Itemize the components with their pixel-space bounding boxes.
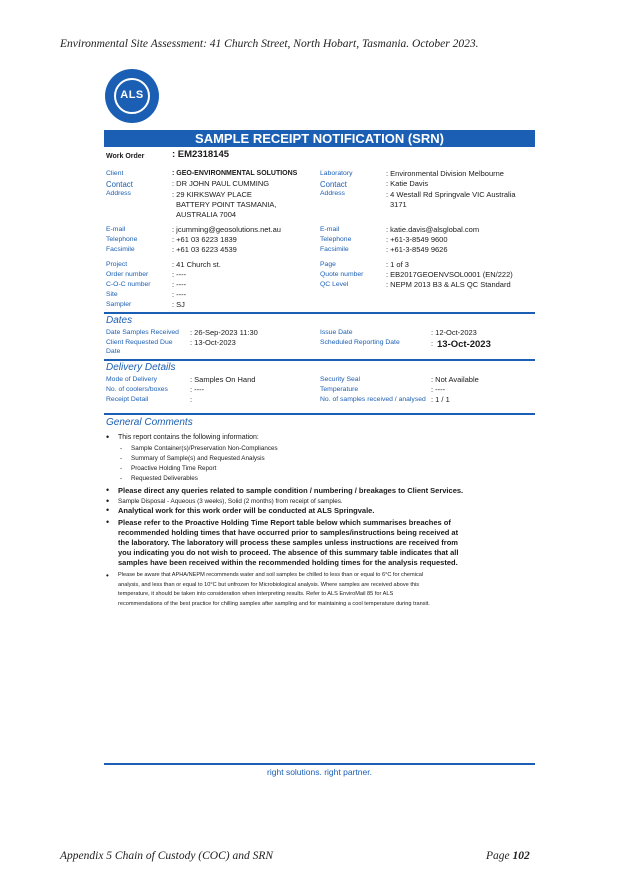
lab-label: Laboratory: [320, 170, 353, 177]
page-value: : 1 of 3: [386, 260, 409, 269]
logo-text: ALS: [120, 89, 144, 101]
temperature-note-line: recommendations of the best practice for chilling samples after sampling and for maintaining a cool temperature during transit.: [118, 600, 430, 607]
holding-time-line: recommended holding times that have occurred prior to samples/instructions being received at: [118, 528, 459, 537]
scheduled-reporting-label: Scheduled Reporting Date: [320, 339, 400, 346]
holding-time-line: samples have been received within the recommended holding times for the analysis requested.: [118, 558, 458, 567]
client-telephone-value: : +61 03 6223 1839: [172, 235, 237, 244]
divider-dates: [104, 312, 535, 314]
lab-email-label: E-mail: [320, 226, 340, 233]
dates-section-title: Dates: [106, 315, 133, 326]
footer-page-num: 102: [512, 850, 530, 862]
mode-of-delivery-value: : Samples On Hand: [190, 375, 256, 384]
bullet-icon: •: [106, 485, 110, 495]
site-value: : ----: [172, 290, 187, 299]
footer-divider: [104, 763, 535, 765]
client-label: Client: [106, 170, 124, 177]
client-address-line-2: BATTERY POINT TASMANIA,: [176, 200, 277, 209]
comment-disposal-text: Sample Disposal - Aqueous (3 weeks), Solid (2 months) from receipt of samples.: [118, 498, 343, 505]
footer-appendix-title: Appendix 5 Chain of Custody (COC) and SRN: [60, 850, 274, 862]
sub-item: Sample Container(s)/Preservation Non-Compliances: [131, 445, 278, 452]
client-value: : GEO-ENVIRONMENTAL SOLUTIONS: [172, 170, 298, 177]
page-label: Page: [320, 261, 336, 268]
receipt-detail-label: Receipt Detail: [106, 396, 149, 403]
work-order-value: : EM2318145: [172, 149, 230, 160]
qc-level-label: QC Level: [320, 281, 349, 288]
sampler-label: Sampler: [106, 301, 132, 308]
sub-item-dash: -: [120, 465, 123, 472]
comments-section-title: General Comments: [106, 417, 193, 428]
bullet-icon: •: [106, 517, 110, 527]
temperature-value: : ----: [431, 385, 446, 394]
sub-item: Requested Deliverables: [131, 475, 198, 482]
lab-address-label: Address: [320, 190, 345, 197]
als-tagline: right solutions. right partner.: [267, 767, 372, 777]
bullet-icon: •: [106, 571, 109, 580]
client-telephone-label: Telephone: [106, 236, 138, 243]
date-received-value: : 26-Sep-2023 11:30: [190, 328, 258, 337]
lab-contact-value: : Katie Davis: [386, 179, 429, 188]
client-email-value: : jcumming@geosolutions.net.au: [172, 225, 281, 234]
document-title: SAMPLE RECEIPT NOTIFICATION (SRN): [104, 130, 535, 147]
client-contact-label: Contact: [106, 180, 133, 189]
quote-number-value: : EB2017GEOENVSOL0001 (EN/222): [386, 270, 513, 279]
scheduled-reporting-value: 13-Oct-2023: [437, 339, 491, 350]
lab-value: : Environmental Division Melbourne: [386, 169, 504, 178]
qc-level-value: : NEPM 2013 B3 & ALS QC Standard: [386, 280, 511, 289]
site-label: Site: [106, 291, 118, 298]
mode-of-delivery-label: Mode of Delivery: [106, 376, 157, 383]
comment-analytical-text: Analytical work for this work order will be conducted at ALS Springvale.: [118, 506, 375, 515]
temperature-note-line: analysis, and less than or equal to 10°C but unfrozen for Microbiological analysis. Where samples are received above this: [118, 581, 420, 588]
order-number-label: Order number: [106, 271, 149, 278]
issue-date-value: : 12-Oct-2023: [431, 328, 477, 337]
client-requested-label-1: Client Requested Due: [106, 339, 173, 346]
issue-date-label: Issue Date: [320, 329, 353, 336]
holding-time-line: you indicating you do not wish to proceed. The absence of this summary table indicates that all: [118, 548, 459, 557]
lab-telephone-label: Telephone: [320, 236, 352, 243]
client-address-label: Address: [106, 190, 131, 197]
security-seal-label: Security Seal: [320, 376, 361, 383]
sub-item-dash: -: [120, 445, 123, 452]
quote-number-label: Quote number: [320, 271, 364, 278]
sub-item: Summary of Sample(s) and Requested Analysis: [131, 455, 265, 462]
holding-time-line: the laboratory. The laboratory will process these samples unless instructions are received from: [118, 538, 458, 547]
coolers-label: No. of coolers/boxes: [106, 386, 168, 393]
lab-facsimile-value: : +61-3-8549 9626: [386, 245, 448, 254]
samples-count-value: : 1 / 1: [431, 395, 450, 404]
sub-item: Proactive Holding Time Report: [131, 465, 217, 472]
sampler-value: : SJ: [172, 300, 185, 309]
sub-item-dash: -: [120, 455, 123, 462]
sub-item-dash: -: [120, 475, 123, 482]
bullet-icon: •: [106, 505, 110, 515]
temperature-label: Temperature: [320, 386, 359, 393]
lab-contact-label: Contact: [320, 180, 347, 189]
samples-count-label: No. of samples received / analysed: [320, 396, 426, 403]
lab-facsimile-label: Facsimile: [320, 246, 349, 253]
client-address-line-1: : 29 KIRKSWAY PLACE: [172, 190, 252, 199]
divider-delivery: [104, 359, 535, 361]
security-seal-value: : Not Available: [431, 375, 479, 384]
date-received-label: Date Samples Received: [106, 329, 179, 336]
coc-number-value: : ----: [172, 280, 187, 289]
divider-comments: [104, 413, 535, 415]
coolers-value: : ----: [190, 385, 205, 394]
coc-number-label: C-O-C number: [106, 281, 151, 288]
page-header: Environmental Site Assessment: 41 Church Street, North Hobart, Tasmania. October 2023.: [60, 38, 479, 50]
client-requested-label-2: Date: [106, 348, 121, 355]
work-order-label: Work Order: [106, 153, 145, 160]
lab-address-line-1: : 4 Westall Rd Springvale VIC Australia: [386, 190, 516, 199]
footer-page-number: [486, 850, 530, 862]
bullet-icon: •: [106, 496, 110, 506]
scheduled-reporting-colon: :: [431, 339, 434, 348]
project-label: Project: [106, 261, 128, 268]
comment-queries-text: Please direct any queries related to sample condition / numbering / breakages to Client Services.: [118, 486, 464, 495]
bullet-icon: •: [106, 432, 110, 442]
lab-email-value: : katie.davis@alsglobal.com: [386, 225, 480, 234]
lab-address-line-2: 3171: [390, 200, 407, 209]
receipt-detail-value: :: [190, 395, 193, 404]
client-facsimile-label: Facsimile: [106, 246, 135, 253]
footer-page-word: Page: [486, 850, 513, 862]
project-value: : 41 Church st.: [172, 260, 221, 269]
client-address-line-3: AUSTRALIA 7004: [176, 210, 237, 219]
order-number-value: : ----: [172, 270, 187, 279]
temperature-note-line: temperature, it should be taken into consideration when interpreting results. Refer to ALS EnviroMail 85 for ALS: [118, 591, 394, 597]
temperature-note-line: Please be aware that APHA/NEPM recommends water and soil samples be chilled to less than or equal to 6°C for chemical: [118, 572, 424, 578]
lab-telephone-value: : +61-3-8549 9600: [386, 235, 448, 244]
client-requested-value: : 13-Oct-2023: [190, 338, 236, 347]
delivery-section-title: Delivery Details: [106, 362, 176, 373]
holding-time-line: Please refer to the Proactive Holding Time Report table below which summarises breaches of: [118, 518, 451, 527]
client-contact-value: : DR JOHN PAUL CUMMING: [172, 179, 270, 188]
als-logo: [105, 69, 159, 123]
client-email-label: E-mail: [106, 226, 126, 233]
client-facsimile-value: : +61 03 6223 4539: [172, 245, 237, 254]
comment-intro-text: This report contains the following information:: [118, 434, 259, 441]
